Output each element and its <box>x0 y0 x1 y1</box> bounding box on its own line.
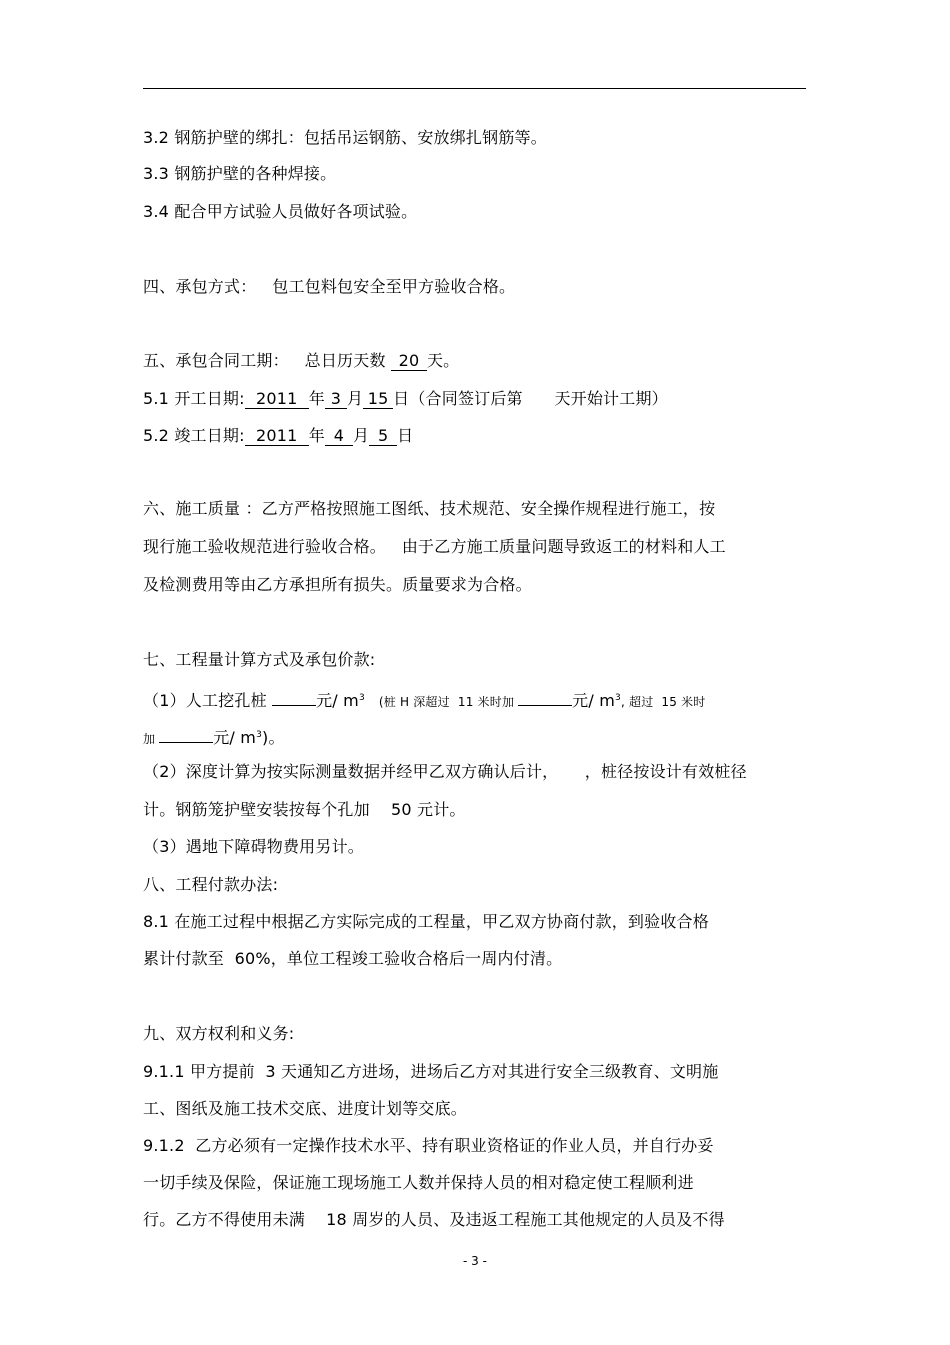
price-unit-1: 元/ m <box>316 691 359 710</box>
price-blank-3 <box>159 742 213 743</box>
unit-superscript: 3 <box>256 730 263 740</box>
section-5-unit: 天。 <box>426 351 460 370</box>
total-days: 20 <box>391 352 427 371</box>
section-7-item-2-line-2: 计。钢筋笼护壁安装按每个孔加 50 元计。 <box>143 800 466 819</box>
clause-9-1-2-line-2: 一切手续及保险，保证施工现场施工人数并保持人员的相对稳定使工程顺利进 <box>143 1173 694 1192</box>
month-unit: 月 <box>352 426 370 445</box>
section-6-line-1: 六、施工质量 ：乙方严格按照施工图纸、技术规范、安全操作规程进行施工，按 <box>143 499 716 518</box>
price-unit-3: 元/ m <box>213 728 257 747</box>
clause-5-2 <box>143 426 413 446</box>
unit-superscript: 3 <box>358 693 365 703</box>
close-paren: )。 <box>262 728 285 747</box>
header-rule <box>143 88 806 89</box>
clause-3-3: 3.3 钢筋护壁的各种焊接。 <box>143 164 337 183</box>
section-7-item-3: （3）遇地下障碍物费用另计。 <box>143 837 364 856</box>
day-unit: 日 <box>397 426 414 445</box>
start-year: 2011 <box>245 390 309 409</box>
end-month: 4 <box>325 427 353 446</box>
clause-9-1-1-line-1: 9.1.1 甲方提前 3 天通知乙方进场，进场后乙方对其进行安全三级教育、文明施 <box>143 1062 719 1081</box>
start-day: 15 <box>363 390 393 409</box>
start-date-label: 5.1 开工日期: <box>143 389 245 408</box>
clause-5-1 <box>143 389 668 409</box>
section-8: 八、工程付款办法: <box>143 875 279 894</box>
add-label: 加 <box>143 732 160 746</box>
year-unit: 年 <box>308 426 325 445</box>
start-month: 3 <box>325 390 347 409</box>
clause-3-4: 3.4 配合甲方试验人员做好各项试验。 <box>143 202 418 221</box>
section-5-label: 五、承包合同工期： 总日历天数 <box>143 351 391 370</box>
year-unit: 年 <box>308 389 325 408</box>
clause-9-1-2-line-3: 行。乙方不得使用未满 18 周岁的人员、及违返工程施工其他规定的人员及不得 <box>143 1210 725 1229</box>
clause-3-2: 3.2 钢筋护壁的绑扎：包括吊运钢筋、安放绑扎钢筋等。 <box>143 128 547 147</box>
section-7-item-2-line-1: （2）深度计算为按实际测量数据并经甲乙双方确认后计， ，桩径按设计有效桩径 <box>143 762 747 781</box>
section-7-item-1 <box>143 688 706 712</box>
section-9: 九、双方权利和义务: <box>143 1024 295 1043</box>
start-date-note: 日（合同签订后第 天开始计工期） <box>393 389 668 408</box>
page-number: - 3 - <box>463 1254 487 1268</box>
clause-9-1-1-line-2: 工、图纸及施工技术交底、进度计划等交底。 <box>143 1099 468 1118</box>
price-blank-2 <box>518 705 572 706</box>
price-blank-1 <box>272 705 316 706</box>
section-6-line-3: 及检测费用等由乙方承担所有损失。质量要求为合格。 <box>143 575 532 594</box>
depth-note-2: , 超过 15 米时 <box>620 695 706 709</box>
section-5 <box>143 351 459 371</box>
clause-9-1-2-line-1: 9.1.2 乙方必须有一定操作技术水平、持有职业资格证的作业人员，并自行办妥 <box>143 1136 714 1155</box>
section-7: 七、工程量计算方式及承包价款: <box>143 650 376 669</box>
clause-8-1-line-2: 累计付款至 60%，单位工程竣工验收合格后一周内付清。 <box>143 949 563 968</box>
price-unit-2: 元/ m <box>572 691 616 710</box>
depth-note: (桩 H 深超过 11 米时加 <box>378 695 519 709</box>
section-7-item-1-cont <box>143 725 285 749</box>
section-4: 四、承包方式： 包工包料包安全至甲方验收合格。 <box>143 277 516 296</box>
end-day: 5 <box>369 427 397 446</box>
item-1-label: （1）人工挖孔桩 <box>143 691 273 710</box>
section-6-line-2: 现行施工验收规范进行验收合格。 由于乙方施工质量问题导致返工的材料和人工 <box>143 537 726 556</box>
clause-8-1-line-1: 8.1 在施工过程中根据乙方实际完成的工程量，甲乙双方协商付款，到验收合格 <box>143 912 709 931</box>
month-unit: 月 <box>346 389 364 408</box>
unit-superscript: 3 <box>615 693 621 703</box>
end-date-label: 5.2 竣工日期: <box>143 426 245 445</box>
end-year: 2011 <box>245 427 309 446</box>
